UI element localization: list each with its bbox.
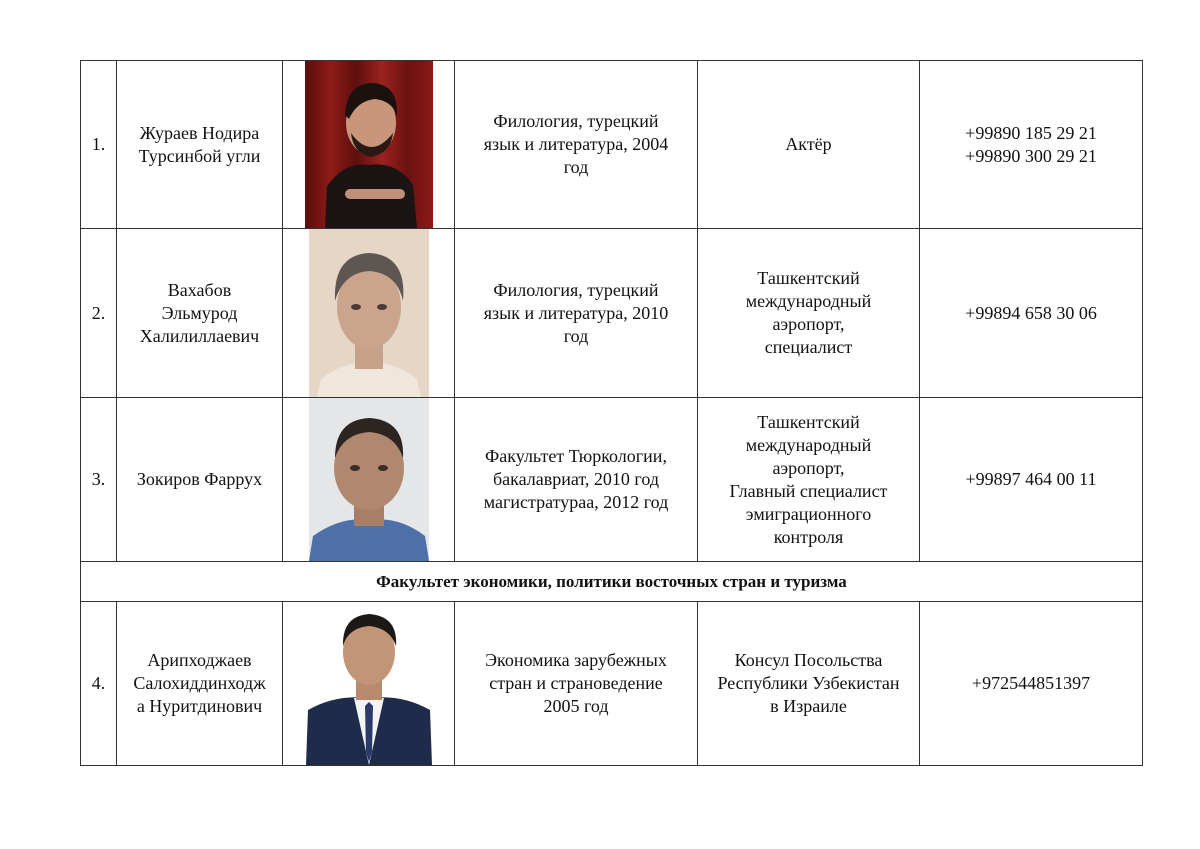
position: Ташкентский международный аэропорт, специалист — [698, 229, 920, 398]
portrait-photo — [309, 229, 429, 397]
education: Филология, турецкий язык и литература, 2010 год — [455, 229, 698, 398]
portrait-photo — [305, 61, 433, 228]
table-row — [81, 398, 1143, 562]
photo-cell — [283, 61, 455, 229]
position: Консул Посольства Республики Узбекистан в Израиле — [698, 602, 920, 766]
person-name: Арипходжаев Салохиддинходж а Нуритдинович — [117, 602, 283, 766]
portrait-photo — [309, 398, 429, 561]
table-row — [81, 602, 1143, 766]
phone-number: +99897 464 00 11 — [920, 398, 1143, 562]
row-number: 1. — [81, 61, 117, 229]
phone-number: +99890 185 29 21 +99890 300 29 21 — [920, 61, 1143, 229]
education: Факультет Тюркологии, бакалавриат, 2010 год магистратураа, 2012 год — [455, 398, 698, 562]
person-name: Зокиров Фаррух — [117, 398, 283, 562]
photo-cell — [283, 398, 455, 562]
phone-number: +972544851397 — [920, 602, 1143, 766]
section-row — [81, 562, 1143, 602]
alumni-table — [80, 60, 1143, 766]
person-name: Жураев Нодира Турсинбой угли — [117, 61, 283, 229]
education: Филология, турецкий язык и литература, 2004 год — [455, 61, 698, 229]
row-number: 3. — [81, 398, 117, 562]
person-name: Вахабов Эльмурод Халилиллаевич — [117, 229, 283, 398]
phone-number: +99894 658 30 06 — [920, 229, 1143, 398]
photo-cell — [283, 602, 455, 766]
table-row — [81, 61, 1143, 229]
section-heading: Факультет экономики, политики восточных стран и туризма — [81, 562, 1143, 602]
photo-cell — [283, 229, 455, 398]
position: Ташкентский международный аэропорт, Главный специалист эмиграционного контроля — [698, 398, 920, 562]
portrait-photo — [306, 602, 432, 765]
position: Актёр — [698, 61, 920, 229]
row-number: 4. — [81, 602, 117, 766]
row-number: 2. — [81, 229, 117, 398]
education: Экономика зарубежных стран и страноведение 2005 год — [455, 602, 698, 766]
table-row — [81, 229, 1143, 398]
